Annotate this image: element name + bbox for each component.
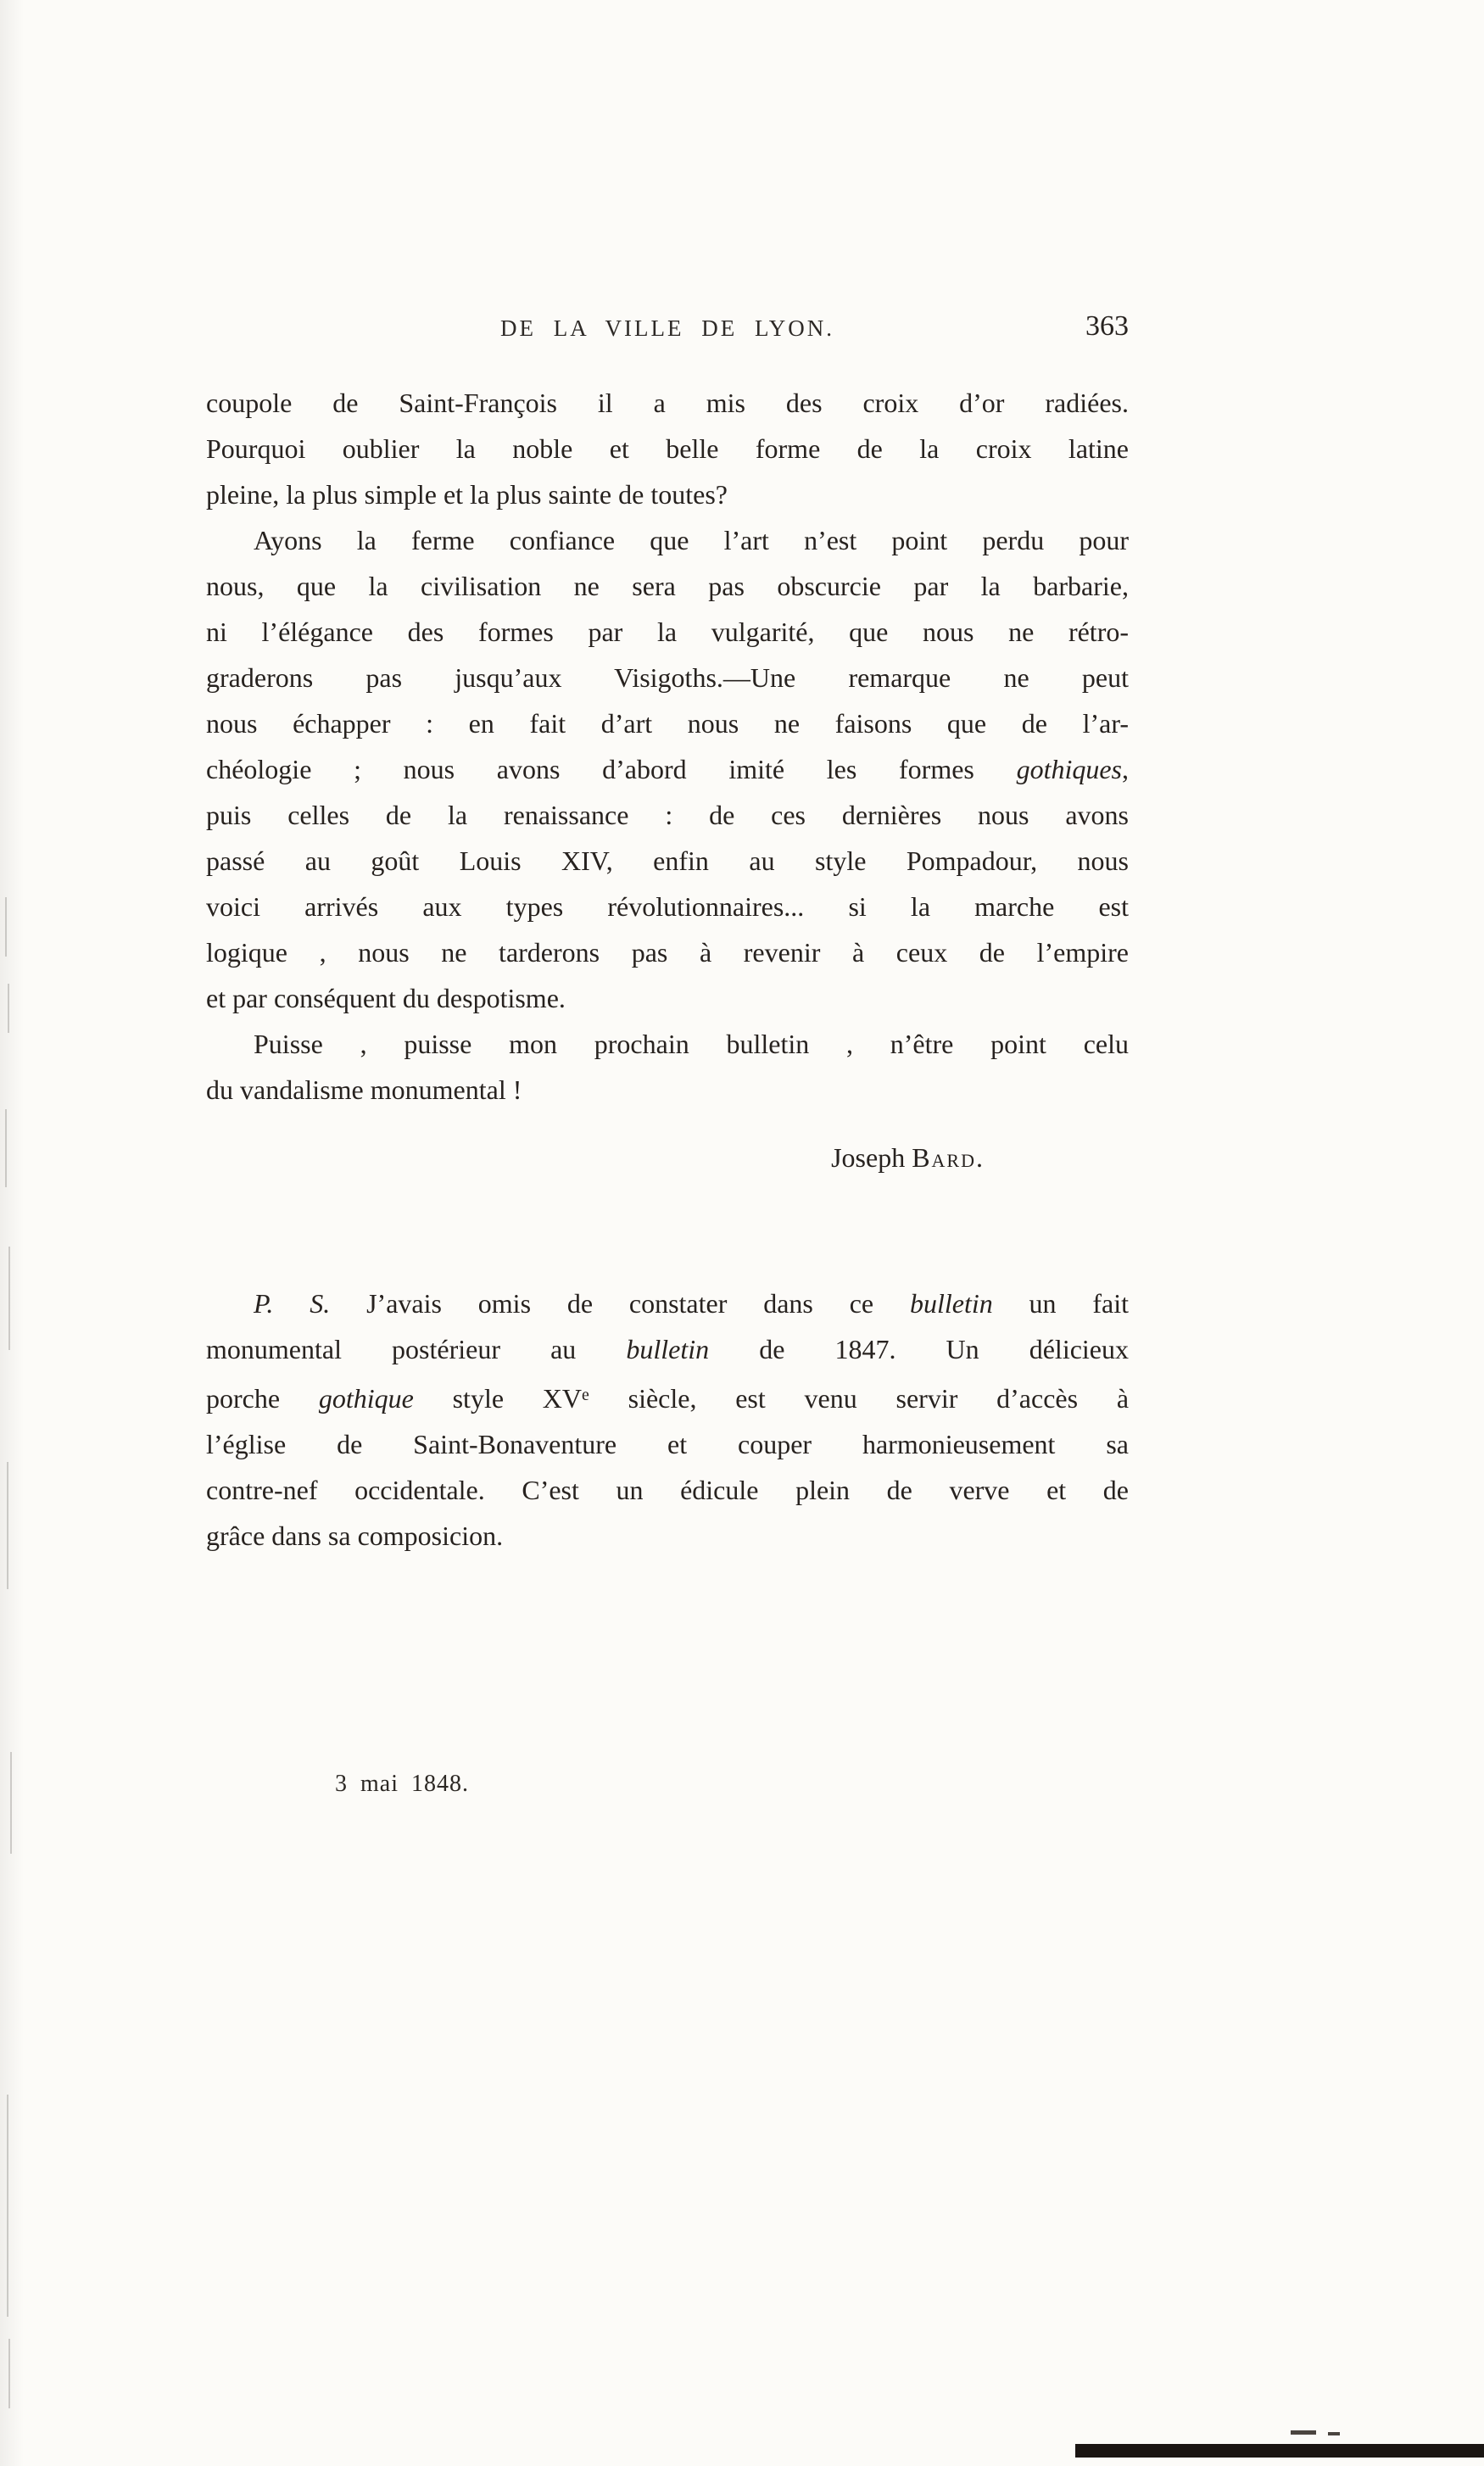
text-line xyxy=(206,655,1129,700)
text-line xyxy=(206,792,1129,838)
text-line xyxy=(206,700,1129,746)
text-segment: gothique xyxy=(318,1382,414,1414)
text-segment: Puisse , puisse mon prochain bulletin , n’être point celu xyxy=(254,1029,1129,1059)
text-segment: monumental postérieur au xyxy=(206,1334,627,1364)
scratch-mark xyxy=(5,897,7,957)
scratch-mark xyxy=(5,1109,7,1187)
text-line xyxy=(206,563,1129,609)
text-segment: Bard xyxy=(912,1142,976,1173)
scan-edge-bar xyxy=(1075,2444,1484,2458)
text-segment: J’avais omis de constater dans ce xyxy=(330,1288,910,1319)
text-segment: contre-nef occidentale. C’est un édicule plein de verve et de xyxy=(206,1474,1129,1505)
text-line xyxy=(206,929,1129,975)
text-line xyxy=(206,426,1129,471)
text-segment: l’église de Saint-Bonaventure et couper harmonieusement sa xyxy=(206,1428,1129,1459)
text-line xyxy=(206,1326,1129,1372)
text-segment: pleine, la plus simple et la plus sainte de toutes? xyxy=(206,479,728,510)
scratch-mark xyxy=(10,1752,12,1854)
postscript xyxy=(206,1280,1129,1559)
text-line xyxy=(206,517,1129,563)
page-number: 363 xyxy=(1085,310,1129,342)
text-segment: passé au goût Louis XIV, enfin au style Pompadour, nous xyxy=(206,845,1129,876)
text-line xyxy=(206,1372,1129,1421)
text-segment: chéologie ; nous avons d’abord imité les formes xyxy=(206,754,1017,784)
text-segment: coupole de Saint-François il a mis des croix d’or radiées. xyxy=(206,388,1129,418)
text-line xyxy=(206,1067,1129,1113)
text-segment: Pourquoi oublier la noble et belle forme de la croix latine xyxy=(206,433,1129,464)
text-segment: et par conséquent du despotisme. xyxy=(206,983,566,1013)
text-segment: grâce dans sa composicion. xyxy=(206,1520,504,1551)
text-segment: gothiques xyxy=(1016,754,1122,784)
text-line xyxy=(206,471,1129,517)
paragraph-3 xyxy=(206,1021,1129,1113)
scratch-mark xyxy=(7,2095,8,2317)
text-line xyxy=(206,1280,1129,1326)
scratch-mark xyxy=(8,1247,10,1350)
text-segment: voici arrivés aux types révolutionnaires... si la marche est xyxy=(206,891,1129,922)
text-segment: bulletin xyxy=(909,1288,993,1319)
paragraph-1 xyxy=(206,380,1129,517)
scan-speck xyxy=(1291,2430,1316,2435)
text-line xyxy=(206,1513,1129,1559)
text-block xyxy=(206,310,1130,1798)
text-segment: . xyxy=(976,1142,983,1173)
scratch-mark xyxy=(7,1462,8,1589)
text-segment: P. S. xyxy=(254,1288,331,1319)
text-segment: graderons pas jusqu’aux Visigoths.—Une remarque ne peut xyxy=(206,662,1129,693)
text-line xyxy=(206,884,1129,929)
signature xyxy=(206,1135,1129,1180)
text-line xyxy=(206,609,1129,655)
body-paragraphs xyxy=(206,380,1129,1559)
text-line xyxy=(206,746,1129,792)
scan-edge-shading xyxy=(0,0,24,2466)
running-head: DE LA VILLE DE LYON. xyxy=(500,315,834,341)
text-segment: nous échapper : en fait d’art nous ne faisons que de l’ar- xyxy=(206,708,1129,739)
text-segment: du vandalisme monumental ! xyxy=(206,1074,522,1105)
text-segment: puis celles de la renaissance : de ces dernières nous avons xyxy=(206,800,1129,830)
text-segment: style XV xyxy=(413,1382,583,1414)
text-segment: porche xyxy=(206,1382,319,1414)
text-line xyxy=(206,838,1129,884)
scratch-mark xyxy=(8,984,9,1033)
text-segment: ni l’élégance des formes par la vulgarité, que nous ne rétro- xyxy=(206,616,1129,647)
page-header xyxy=(206,310,1129,349)
text-segment: siècle, est venu servir d’accès à xyxy=(589,1382,1130,1414)
text-segment: e xyxy=(582,1386,589,1404)
text-line xyxy=(206,1467,1129,1513)
text-line xyxy=(206,975,1129,1021)
scratch-mark xyxy=(8,2339,10,2408)
text-segment: Joseph xyxy=(831,1142,912,1173)
text-segment: de 1847. Un délicieux xyxy=(709,1334,1130,1364)
date-line: 3 mai 1848. xyxy=(335,1770,469,1797)
text-segment: bulletin xyxy=(626,1334,710,1364)
text-line xyxy=(206,1021,1129,1067)
text-segment: Ayons la ferme confiance que l’art n’est point perdu pour xyxy=(254,525,1129,555)
text-segment: logique , nous ne tarderons pas à revenir à ceux de l’empire xyxy=(206,937,1129,968)
text-segment: un fait xyxy=(992,1288,1130,1319)
text-line xyxy=(206,1421,1129,1467)
text-line xyxy=(206,380,1129,426)
scan-speck xyxy=(1328,2432,1340,2435)
paragraph-2 xyxy=(206,517,1129,1021)
text-segment: , xyxy=(1122,754,1129,784)
text-line xyxy=(206,1135,1129,1180)
text-segment: nous, que la civilisation ne sera pas obscurcie par la barbarie, xyxy=(206,571,1129,601)
